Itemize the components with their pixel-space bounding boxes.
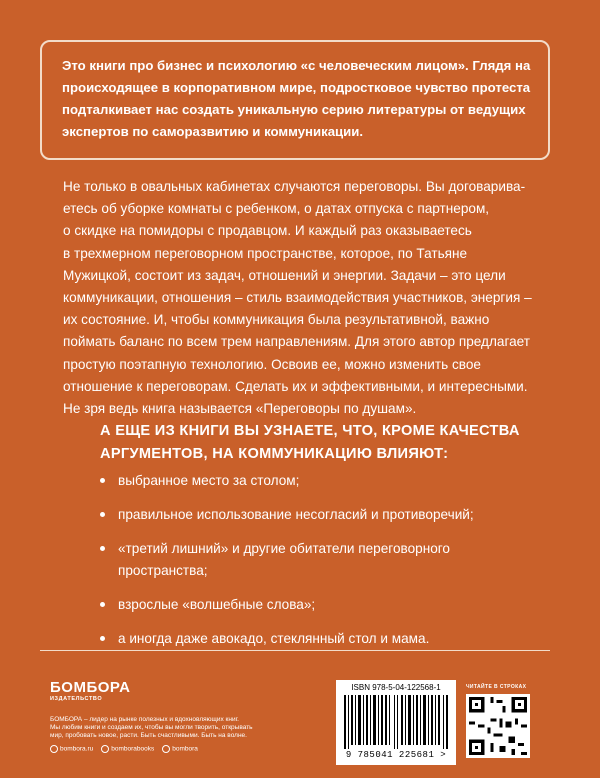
social-link-label: bombora xyxy=(172,745,198,753)
bullet-dot-icon xyxy=(100,512,105,517)
description-line: простую поэтапную технологию. Освоив ее, можно изменить свое xyxy=(63,356,481,372)
description-line: их состояние. И, чтобы коммуникация была результативной, важно xyxy=(63,312,490,328)
bullet-list xyxy=(100,470,540,662)
description-line: Мужицкой, состоит из задач, отношений и энергии. Задачи – это цели xyxy=(63,267,506,283)
description-line: поймать баланс по всем трем направлениям. Для этого автор предлагает xyxy=(63,334,530,350)
social-link-website[interactable] xyxy=(50,745,93,753)
description-paragraph xyxy=(63,176,543,420)
publisher-logo: БОМБОРА xyxy=(50,679,131,696)
description-line: етесь об уборке комнаты с ребенком, о датах отпуска с партнером, xyxy=(63,201,490,217)
social-link-books[interactable] xyxy=(101,745,154,753)
social-link-label: bombora.ru xyxy=(60,745,94,753)
isbn-text: ISBN 978-5-04-122568-1 xyxy=(351,683,441,692)
bullet-item xyxy=(100,538,540,582)
bullet-dot-icon xyxy=(100,546,105,551)
publisher-line: мир, пробовать новое, расти. Быть счастливыми. Быть на волне. xyxy=(50,732,247,739)
social-link-telegram[interactable] xyxy=(162,745,198,753)
description-line: о скидке на помидоры с продавцом. И каждый раз оказываетесь xyxy=(63,223,472,239)
heading-line: А ЕЩЕ ИЗ КНИГИ ВЫ УЗНАЕТЕ, ЧТО, КРОМЕ КАЧЕСТВА xyxy=(100,423,520,439)
bullet-text: правильное использование несогласий и противоречий; xyxy=(118,507,474,522)
description-line: Не только в овальных кабинетах случаются переговоры. Вы договарива- xyxy=(63,179,526,194)
bullet-text: взрослые «волшебные слова»; xyxy=(118,597,316,612)
divider xyxy=(40,650,550,651)
bullet-text: выбранное место за столом; xyxy=(118,473,300,488)
qr-label: ЧИТАЙТЕ В СТРОКАХ xyxy=(466,684,527,690)
bullet-item xyxy=(100,628,540,650)
intro-line: экспертов по саморазвитию и коммуникации. xyxy=(62,124,364,139)
intro-text xyxy=(62,55,542,143)
description-line: отношение к переговорам. Сделать их и эффективными, и интересными. xyxy=(63,378,528,394)
barcode-number: 9 785041 225681 > xyxy=(345,750,447,760)
barcode-box xyxy=(336,680,456,765)
description-line: Не зря ведь книга называется «Переговоры по душам». xyxy=(63,401,417,417)
publisher-line: Мы любим книги и создаем их, чтобы вы могли творить, открывать xyxy=(50,724,253,731)
section-heading xyxy=(100,420,540,466)
globe-icon xyxy=(50,745,58,753)
intro-line: происходящее в корпоративном мире, подростковое чувство протеста xyxy=(62,80,531,95)
bullet-item xyxy=(100,504,540,526)
qr-code[interactable] xyxy=(466,694,530,758)
bullet-text: «третий лишний» и другие обитатели переговорного пространства; xyxy=(118,541,450,578)
intro-line: подталкивает нас создать уникальную серию литературы от ведущих xyxy=(62,102,526,117)
publisher-logo-subtitle: ИЗДАТЕЛЬСТВО xyxy=(50,696,103,702)
social-link-label: bomborabooks xyxy=(111,745,155,753)
description-line: коммуникации, отношения – стиль взаимодействия участников, энергия – xyxy=(63,290,532,306)
heading-line: АРГУМЕНТОВ, НА КОММУНИКАЦИЮ ВЛИЯЮТ: xyxy=(100,446,449,462)
bullet-dot-icon xyxy=(100,602,105,607)
bullet-dot-icon xyxy=(100,478,105,483)
intro-line: Это книги про бизнес и психологию «с человеческим лицом». Глядя на xyxy=(62,58,531,73)
bullet-dot-icon xyxy=(100,636,105,641)
qr-code-icon xyxy=(466,694,530,758)
social-network-icon xyxy=(101,745,109,753)
bullet-text: а иногда даже авокадо, стеклянный стол и мама. xyxy=(118,631,430,646)
publisher-line: БОМБОРА – лидер на рынке полезных и вдохновляющих книг. xyxy=(50,716,239,723)
publisher-description xyxy=(50,716,300,740)
description-line: в трехмерном переговорном пространстве, которое, по Татьяне xyxy=(63,245,468,261)
social-links xyxy=(50,745,198,753)
telegram-icon xyxy=(162,745,170,753)
barcode-icon xyxy=(344,695,448,749)
bullet-item xyxy=(100,594,540,616)
bullet-item xyxy=(100,470,540,492)
